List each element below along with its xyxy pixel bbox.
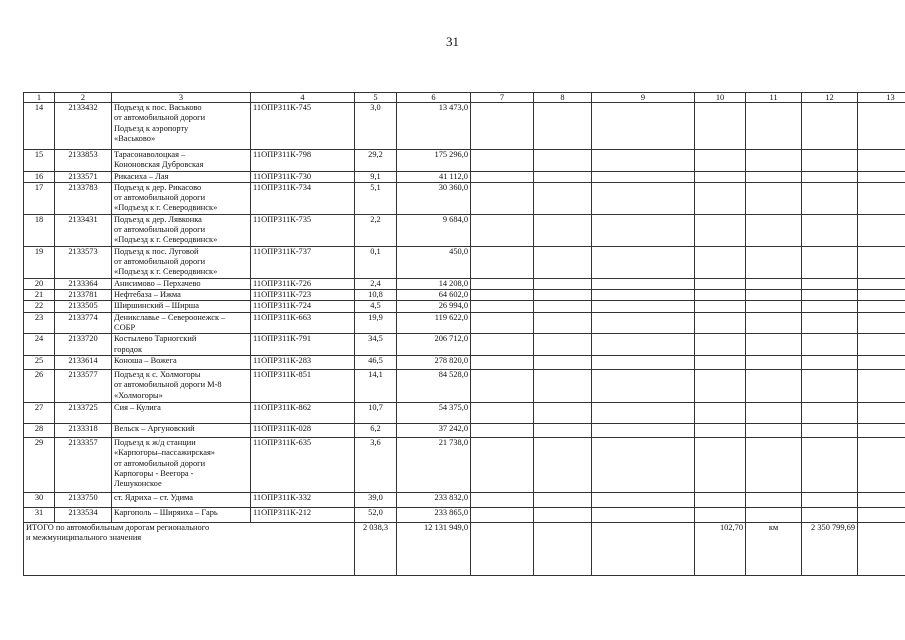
- road-cost: 84 528,0: [397, 369, 471, 402]
- table-row: [24, 246, 905, 278]
- road-name: Тарасонаволоцкая – Кононовская Дубровская: [112, 150, 251, 172]
- empty-cell: [592, 334, 695, 356]
- empty-cell: [471, 171, 534, 182]
- table-row: [24, 312, 905, 334]
- empty-cell: [592, 355, 695, 369]
- table-row: [24, 437, 905, 492]
- empty-cell: [802, 312, 858, 334]
- road-id: 11ОПРЗ11К-635: [251, 437, 355, 492]
- row-number: 19: [24, 246, 55, 278]
- empty-cell: [695, 301, 746, 312]
- empty-cell: [534, 290, 592, 301]
- empty-cell: [746, 290, 802, 301]
- road-length: 9,1: [355, 171, 397, 182]
- empty-cell: [534, 369, 592, 402]
- table-row: [24, 492, 905, 507]
- road-name: Подъезд к пос. Луговой от автомобильной дороги «Подъезд к г. Северодвинск»: [112, 246, 251, 278]
- road-name: Костылево Тарногский городок: [112, 334, 251, 356]
- empty-cell: [534, 355, 592, 369]
- road-length: 0,1: [355, 246, 397, 278]
- empty-cell: [858, 150, 905, 172]
- row-number: 14: [24, 103, 55, 150]
- column-number: 1: [24, 93, 55, 103]
- empty-cell: [534, 312, 592, 334]
- empty-cell: [858, 423, 905, 437]
- road-name: Коноша – Вожега: [112, 355, 251, 369]
- empty-cell: [534, 214, 592, 246]
- road-name: ст. Ядриха – ст. Удима: [112, 492, 251, 507]
- table-row: [24, 171, 905, 182]
- row-number: 21: [24, 290, 55, 301]
- road-name: Подъезд к ж/д станции «Карпогоры–пассажирская» от автомобильной дороги Карпогоры - Веегора - Лешуконское: [112, 437, 251, 492]
- road-cost: 30 360,0: [397, 182, 471, 214]
- empty-cell: [695, 246, 746, 278]
- empty-cell: [746, 103, 802, 150]
- road-cost: 233 832,0: [397, 492, 471, 507]
- empty-cell: [858, 290, 905, 301]
- empty-cell: [592, 301, 695, 312]
- empty-cell: [471, 492, 534, 507]
- road-code: 2133781: [55, 290, 112, 301]
- road-code: 2133783: [55, 182, 112, 214]
- road-cost: 26 994,0: [397, 301, 471, 312]
- table-row: [24, 402, 905, 423]
- road-code: 2133577: [55, 369, 112, 402]
- empty-cell: [858, 246, 905, 278]
- road-code: 2133432: [55, 103, 112, 150]
- empty-cell: [802, 150, 858, 172]
- road-id: 11ОПРЗ11К-791: [251, 334, 355, 356]
- road-id: 11ОПРЗ11К-332: [251, 492, 355, 507]
- total-col12: 2 350 799,69: [802, 522, 858, 575]
- table-row: [24, 290, 905, 301]
- empty-cell: [802, 290, 858, 301]
- table-row: [24, 369, 905, 402]
- empty-cell: [802, 437, 858, 492]
- table-row: [24, 334, 905, 356]
- road-name: Подъезд к дер. Лявконка от автомобильной дороги «Подъезд к г. Северодвинск»: [112, 214, 251, 246]
- empty-cell: [802, 214, 858, 246]
- empty-cell: [471, 150, 534, 172]
- empty-cell: [746, 246, 802, 278]
- empty-cell: [534, 492, 592, 507]
- empty-cell: [695, 182, 746, 214]
- empty-cell: [534, 246, 592, 278]
- empty-cell: [858, 355, 905, 369]
- road-cost: 37 242,0: [397, 423, 471, 437]
- total-row: [24, 522, 905, 575]
- total-length: 2 038,3: [355, 522, 397, 575]
- road-length: 19,9: [355, 312, 397, 334]
- road-id: 11ОПРЗ11К-798: [251, 150, 355, 172]
- empty-cell: [534, 423, 592, 437]
- empty-cell: [471, 507, 534, 522]
- empty-cell: [471, 402, 534, 423]
- empty-cell: [746, 492, 802, 507]
- table-row: [24, 301, 905, 312]
- empty-cell: [534, 182, 592, 214]
- road-cost: 233 865,0: [397, 507, 471, 522]
- road-id: 11ОПРЗ11К-737: [251, 246, 355, 278]
- empty-cell: [534, 278, 592, 289]
- empty-cell: [802, 246, 858, 278]
- empty-cell: [534, 301, 592, 312]
- empty-cell: [746, 171, 802, 182]
- empty-cell: [592, 246, 695, 278]
- empty-cell: [858, 312, 905, 334]
- road-id: 11ОПРЗ11К-723: [251, 290, 355, 301]
- empty-cell: [471, 301, 534, 312]
- row-number: 15: [24, 150, 55, 172]
- road-id: 11ОПРЗ11К-663: [251, 312, 355, 334]
- table-row: [24, 507, 905, 522]
- empty-cell: [592, 492, 695, 507]
- empty-cell: [802, 171, 858, 182]
- empty-cell: [746, 312, 802, 334]
- table-row: [24, 150, 905, 172]
- empty-cell: [471, 437, 534, 492]
- row-number: 26: [24, 369, 55, 402]
- empty-cell: [695, 278, 746, 289]
- row-number: 28: [24, 423, 55, 437]
- empty-cell: [695, 214, 746, 246]
- road-length: 4,5: [355, 301, 397, 312]
- road-length: 2,2: [355, 214, 397, 246]
- road-length: 29,2: [355, 150, 397, 172]
- road-cost: 119 622,0: [397, 312, 471, 334]
- road-code: 2133318: [55, 423, 112, 437]
- road-name: Подъезд к пос. Васьково от автомобильной дороги Подъезд к аэропорту «Васьково»: [112, 103, 251, 150]
- empty-cell: [534, 103, 592, 150]
- road-name: Нефтебаза – Ижма: [112, 290, 251, 301]
- road-cost: 54 375,0: [397, 402, 471, 423]
- road-id: 11ОПРЗ11К-724: [251, 301, 355, 312]
- empty-cell: [592, 312, 695, 334]
- row-number: 27: [24, 402, 55, 423]
- empty-cell: [802, 103, 858, 150]
- empty-cell: [802, 278, 858, 289]
- empty-cell: [858, 278, 905, 289]
- empty-cell: [858, 171, 905, 182]
- road-name: Каргополь – Ширяиха – Гарь: [112, 507, 251, 522]
- empty-cell: [592, 423, 695, 437]
- road-cost: 175 296,0: [397, 150, 471, 172]
- row-number: 18: [24, 214, 55, 246]
- road-length: 10,7: [355, 402, 397, 423]
- column-number: 2: [55, 93, 112, 103]
- empty-cell: [471, 312, 534, 334]
- road-id: 11ОПРЗ11К-028: [251, 423, 355, 437]
- road-name: Сия – Кулига: [112, 402, 251, 423]
- road-id: 11ОПРЗ11К-283: [251, 355, 355, 369]
- empty-cell: [695, 402, 746, 423]
- road-id: 11ОПРЗ11К-851: [251, 369, 355, 402]
- road-code: 2133364: [55, 278, 112, 289]
- road-code: 2133573: [55, 246, 112, 278]
- empty-cell: [858, 214, 905, 246]
- empty-cell: [802, 355, 858, 369]
- road-cost: 9 684,0: [397, 214, 471, 246]
- total-col10: 102,70: [695, 522, 746, 575]
- table-row: [24, 214, 905, 246]
- empty-cell: [695, 103, 746, 150]
- road-cost: 206 712,0: [397, 334, 471, 356]
- empty-cell: [802, 369, 858, 402]
- table-row: [24, 278, 905, 289]
- empty-cell: [592, 214, 695, 246]
- row-number: 30: [24, 492, 55, 507]
- road-name: Ширшинский – Ширша: [112, 301, 251, 312]
- road-length: 10,8: [355, 290, 397, 301]
- empty-cell: [858, 507, 905, 522]
- empty-cell: [471, 182, 534, 214]
- empty-cell: [802, 402, 858, 423]
- column-number: 7: [471, 93, 534, 103]
- empty-cell: [746, 214, 802, 246]
- road-cost: 14 208,0: [397, 278, 471, 289]
- empty-cell: [695, 334, 746, 356]
- column-number-row: [24, 93, 905, 103]
- empty-cell: [534, 171, 592, 182]
- road-cost: 41 112,0: [397, 171, 471, 182]
- empty-cell: [471, 290, 534, 301]
- road-name: Анисимово – Перхачево: [112, 278, 251, 289]
- column-number: 11: [746, 93, 802, 103]
- road-length: 6,2: [355, 423, 397, 437]
- empty-cell: [695, 369, 746, 402]
- table-row: [24, 182, 905, 214]
- empty-cell: [592, 507, 695, 522]
- empty-cell: [746, 355, 802, 369]
- column-number: 8: [534, 93, 592, 103]
- road-length: 2,4: [355, 278, 397, 289]
- empty-cell: [592, 402, 695, 423]
- row-number: 25: [24, 355, 55, 369]
- column-number: 9: [592, 93, 695, 103]
- empty-cell: [471, 369, 534, 402]
- empty-cell: [858, 182, 905, 214]
- empty-cell: [695, 290, 746, 301]
- empty-cell: [471, 214, 534, 246]
- table-row: [24, 103, 905, 150]
- empty-cell: [534, 402, 592, 423]
- empty-cell: [746, 423, 802, 437]
- empty-cell: [746, 402, 802, 423]
- road-code: 2133505: [55, 301, 112, 312]
- empty-cell: [695, 437, 746, 492]
- empty-cell: [695, 312, 746, 334]
- road-id: 11ОПРЗ11К-745: [251, 103, 355, 150]
- road-length: 34,5: [355, 334, 397, 356]
- empty-cell: [858, 492, 905, 507]
- table-row: [24, 423, 905, 437]
- road-code: 2133750: [55, 492, 112, 507]
- empty-cell: [471, 103, 534, 150]
- empty-cell: [858, 103, 905, 150]
- empty-cell: [592, 171, 695, 182]
- road-name: Деникславье – Североонежск – СОБР: [112, 312, 251, 334]
- empty-cell: [592, 103, 695, 150]
- road-length: 46,5: [355, 355, 397, 369]
- road-cost: 450,0: [397, 246, 471, 278]
- row-number: 22: [24, 301, 55, 312]
- empty-cell: [802, 301, 858, 312]
- empty-cell: [695, 423, 746, 437]
- empty-cell: [534, 150, 592, 172]
- road-name: Подъезд к с. Холмогоры от автомобильной дороги М-8 «Холмогоры»: [112, 369, 251, 402]
- road-length: 3,0: [355, 103, 397, 150]
- road-cost: 21 738,0: [397, 437, 471, 492]
- road-cost: 278 820,0: [397, 355, 471, 369]
- empty-cell: [858, 334, 905, 356]
- empty-cell: [471, 522, 534, 575]
- table-row: [24, 355, 905, 369]
- row-number: 16: [24, 171, 55, 182]
- row-number: 24: [24, 334, 55, 356]
- column-number: 4: [251, 93, 355, 103]
- road-code: 2133720: [55, 334, 112, 356]
- empty-cell: [592, 290, 695, 301]
- road-code: 2133614: [55, 355, 112, 369]
- empty-cell: [858, 402, 905, 423]
- column-number: 10: [695, 93, 746, 103]
- road-id: 11ОПРЗ11К-862: [251, 402, 355, 423]
- row-number: 17: [24, 182, 55, 214]
- column-number: 6: [397, 93, 471, 103]
- empty-cell: [746, 437, 802, 492]
- empty-cell: [858, 437, 905, 492]
- empty-cell: [592, 278, 695, 289]
- empty-cell: [802, 507, 858, 522]
- road-cost: 13 473,0: [397, 103, 471, 150]
- empty-cell: [802, 423, 858, 437]
- empty-cell: [592, 150, 695, 172]
- column-number: 5: [355, 93, 397, 103]
- column-number: 12: [802, 93, 858, 103]
- road-code: 2133534: [55, 507, 112, 522]
- empty-cell: [534, 437, 592, 492]
- road-id: 11ОПРЗ11К-735: [251, 214, 355, 246]
- road-code: 2133571: [55, 171, 112, 182]
- empty-cell: [746, 334, 802, 356]
- total-unit: км: [746, 522, 802, 575]
- empty-cell: [592, 369, 695, 402]
- road-name: Вельск – Аргуновский: [112, 423, 251, 437]
- empty-cell: [802, 182, 858, 214]
- empty-cell: [746, 150, 802, 172]
- road-code: 2133431: [55, 214, 112, 246]
- road-code: 2133853: [55, 150, 112, 172]
- empty-cell: [592, 437, 695, 492]
- empty-cell: [695, 507, 746, 522]
- empty-cell: [746, 369, 802, 402]
- empty-cell: [858, 369, 905, 402]
- total-cost: 12 131 949,0: [397, 522, 471, 575]
- road-cost: 64 602,0: [397, 290, 471, 301]
- row-number: 29: [24, 437, 55, 492]
- road-name: Рикасиха – Лая: [112, 171, 251, 182]
- empty-cell: [471, 423, 534, 437]
- road-name: Подъезд к дер. Рикасово от автомобильной дороги «Подъезд к г. Северодвинск»: [112, 182, 251, 214]
- empty-cell: [471, 278, 534, 289]
- road-id: 11ОПРЗ11К-726: [251, 278, 355, 289]
- empty-cell: [534, 507, 592, 522]
- road-length: 52,0: [355, 507, 397, 522]
- empty-cell: [695, 355, 746, 369]
- empty-cell: [695, 492, 746, 507]
- road-length: 39,0: [355, 492, 397, 507]
- roads-table: [23, 92, 905, 576]
- road-code: 2133725: [55, 402, 112, 423]
- empty-cell: [746, 301, 802, 312]
- column-number: 13: [858, 93, 905, 103]
- road-id: 11ОПРЗ11К-212: [251, 507, 355, 522]
- empty-cell: [592, 522, 695, 575]
- empty-cell: [746, 507, 802, 522]
- road-code: 2133774: [55, 312, 112, 334]
- empty-cell: [471, 355, 534, 369]
- empty-cell: [858, 522, 905, 575]
- road-length: 3,6: [355, 437, 397, 492]
- road-id: 11ОПРЗ11К-730: [251, 171, 355, 182]
- empty-cell: [802, 334, 858, 356]
- page-number: 31: [446, 34, 459, 49]
- row-number: 20: [24, 278, 55, 289]
- row-number: 31: [24, 507, 55, 522]
- empty-cell: [858, 301, 905, 312]
- road-length: 5,1: [355, 182, 397, 214]
- row-number: 23: [24, 312, 55, 334]
- empty-cell: [695, 171, 746, 182]
- road-code: 2133357: [55, 437, 112, 492]
- empty-cell: [592, 182, 695, 214]
- empty-cell: [802, 492, 858, 507]
- road-id: 11ОПРЗ11К-734: [251, 182, 355, 214]
- empty-cell: [695, 150, 746, 172]
- empty-cell: [471, 246, 534, 278]
- total-label: ИТОГО по автомобильным дорогам регионального и межмуниципального значения: [24, 522, 355, 575]
- empty-cell: [471, 334, 534, 356]
- empty-cell: [534, 522, 592, 575]
- empty-cell: [534, 334, 592, 356]
- column-number: 3: [112, 93, 251, 103]
- empty-cell: [746, 278, 802, 289]
- road-length: 14,1: [355, 369, 397, 402]
- empty-cell: [746, 182, 802, 214]
